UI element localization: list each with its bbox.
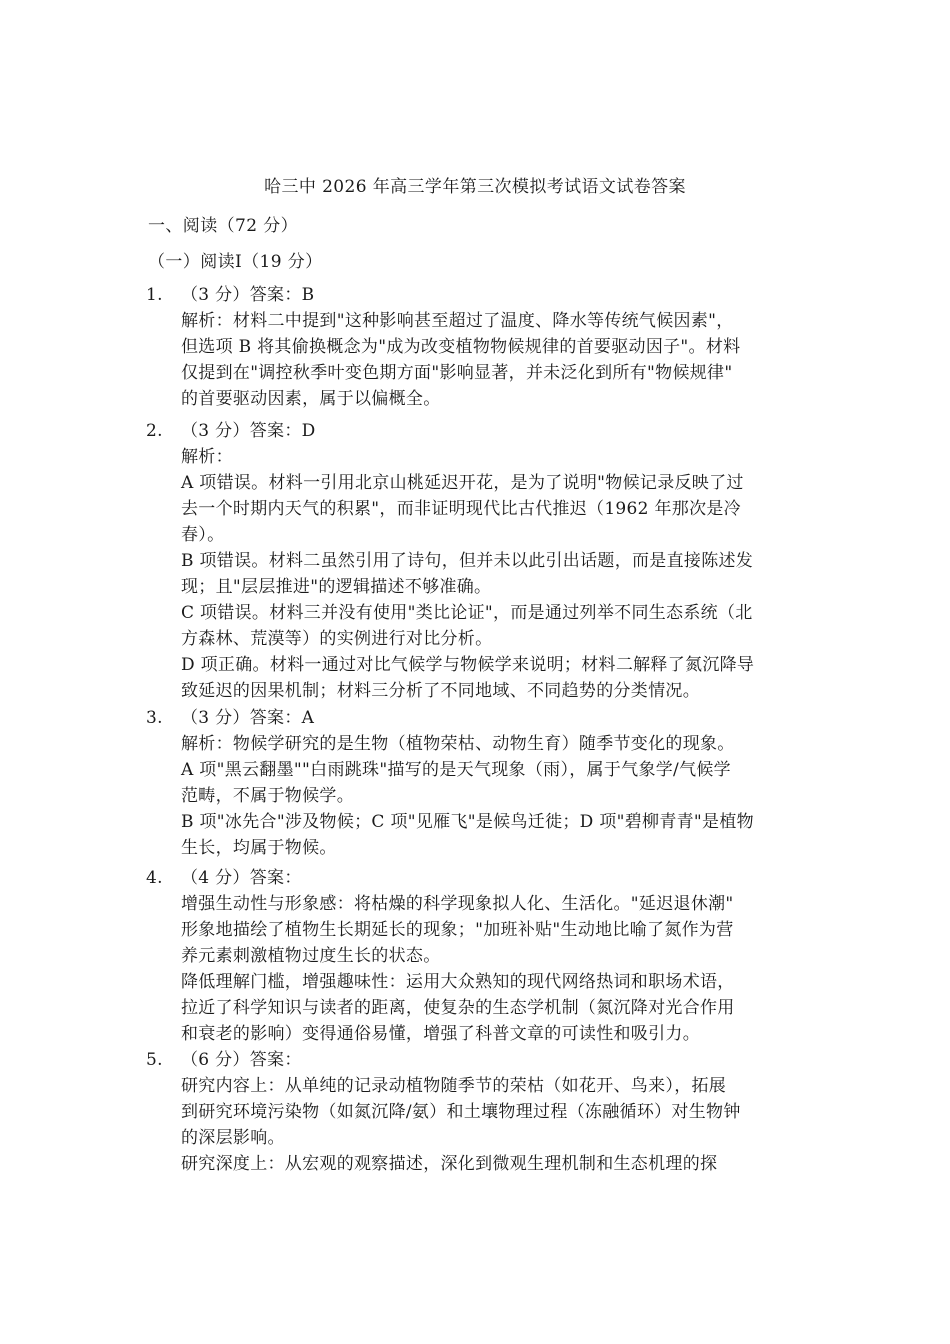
explanation-line: 去一个时期内天气的积累"，而非证明现代比古代推迟（1962 年那次是冷 <box>181 499 741 519</box>
question-number: 3. <box>146 708 163 728</box>
subsection-heading-reading-1: （一）阅读Ⅰ（19 分） <box>148 252 323 272</box>
question-5 <box>146 1047 826 1177</box>
question-answer: （3 分）答案：A <box>181 708 315 728</box>
explanation-line: 增强生动性与形象感：将枯燥的科学现象拟人化、生活化。"延迟退休潮" <box>181 894 734 914</box>
explanation-line: 春）。 <box>181 525 225 545</box>
explanation-line: 降低理解门槛，增强趣味性：运用大众熟知的现代网络热词和职场术语， <box>181 972 735 992</box>
explanation-line: C 项错误。材料三并没有使用"类比论证"，而是通过列举不同生态系统（北 <box>181 603 753 623</box>
explanation-line: 形象地描绘了植物生长期延长的现象；"加班补贴"生动地比喻了氮作为营 <box>181 920 734 940</box>
explanation-line: 解析： <box>181 447 233 467</box>
explanation-line: 仅提到在"调控秋季叶变色期方面"影响显著，并未泛化到所有"物候规律" <box>181 363 733 383</box>
question-1 <box>146 282 826 412</box>
question-3 <box>146 705 826 861</box>
explanation-line: 养元素刺激植物过度生长的状态。 <box>181 946 441 966</box>
explanation-line: 的首要驱动因素，属于以偏概全。 <box>181 389 441 409</box>
section-heading-reading: 一、阅读（72 分） <box>148 216 299 236</box>
explanation-line: 现；且"层层推进"的逻辑描述不够准确。 <box>181 577 492 597</box>
question-number: 5. <box>146 1050 163 1070</box>
question-number: 4. <box>146 868 163 888</box>
question-explanation <box>181 308 826 412</box>
explanation-line: D 项正确。材料一通过对比气候学与物候学来说明；材料二解释了氮沉降导 <box>181 655 755 675</box>
explanation-line: 解析：材料二中提到"这种影响甚至超过了温度、降水等传统气候因素"， <box>181 311 734 331</box>
explanation-line: 拉近了科学知识与读者的距离，使复杂的生态学机制（氮沉降对光合作用 <box>181 998 735 1018</box>
question-explanation <box>181 731 826 861</box>
question-answer: （6 分）答案： <box>181 1050 302 1070</box>
question-answer: （3 分）答案：D <box>181 421 316 441</box>
explanation-line: 的深层影响。 <box>181 1128 285 1148</box>
explanation-line: 研究深度上：从宏观的观察描述，深化到微观生理机制和生态机理的探 <box>181 1154 718 1174</box>
question-4 <box>146 865 826 1047</box>
question-answer: （4 分）答案： <box>181 868 302 888</box>
explanation-line: B 项"冰先合"涉及物候；C 项"见雁飞"是候鸟迁徙；D 项"碧柳青青"是植物 <box>181 812 754 832</box>
question-answer: （3 分）答案：B <box>181 285 315 305</box>
question-2 <box>146 418 826 704</box>
question-number: 2. <box>146 421 163 441</box>
explanation-line: 和衰老的影响）变得通俗易懂，增强了科普文章的可读性和吸引力。 <box>181 1024 700 1044</box>
explanation-line: A 项"黑云翻墨""白雨跳珠"描写的是天气现象（雨），属于气象学/气候学 <box>181 760 731 780</box>
explanation-line: 解析：物候学研究的是生物（植物荣枯、动物生育）随季节变化的现象。 <box>181 734 735 754</box>
explanation-line: 范畴，不属于物候学。 <box>181 786 354 806</box>
explanation-line: 但选项 B 将其偷换概念为"成为改变植物物候规律的首要驱动因子"。材料 <box>181 337 741 357</box>
explanation-line: 生长，均属于物候。 <box>181 838 337 858</box>
question-explanation <box>181 444 826 704</box>
explanation-line: 致延迟的因果机制；材料三分析了不同地域、不同趋势的分类情况。 <box>181 681 700 701</box>
question-explanation <box>181 891 826 1047</box>
question-number: 1. <box>146 285 163 305</box>
explanation-line: B 项错误。材料二虽然引用了诗句，但并未以此引出话题，而是直接陈述发 <box>181 551 754 571</box>
explanation-line: 研究内容上：从单纯的记录动植物随季节的荣枯（如花开、鸟来），拓展 <box>181 1076 727 1096</box>
explanation-line: A 项错误。材料一引用北京山桃延迟开花，是为了说明"物候记录反映了过 <box>181 473 744 493</box>
explanation-line: 到研究环境污染物（如氮沉降/氨）和土壤物理过程（冻融循环）对生物钟 <box>181 1102 741 1122</box>
question-explanation <box>181 1073 826 1177</box>
document-title: 哈三中 2026 年高三学年第三次模拟考试语文试卷答案 <box>264 177 686 197</box>
explanation-line: 方森林、荒漠等）的实例进行对比分析。 <box>181 629 493 649</box>
